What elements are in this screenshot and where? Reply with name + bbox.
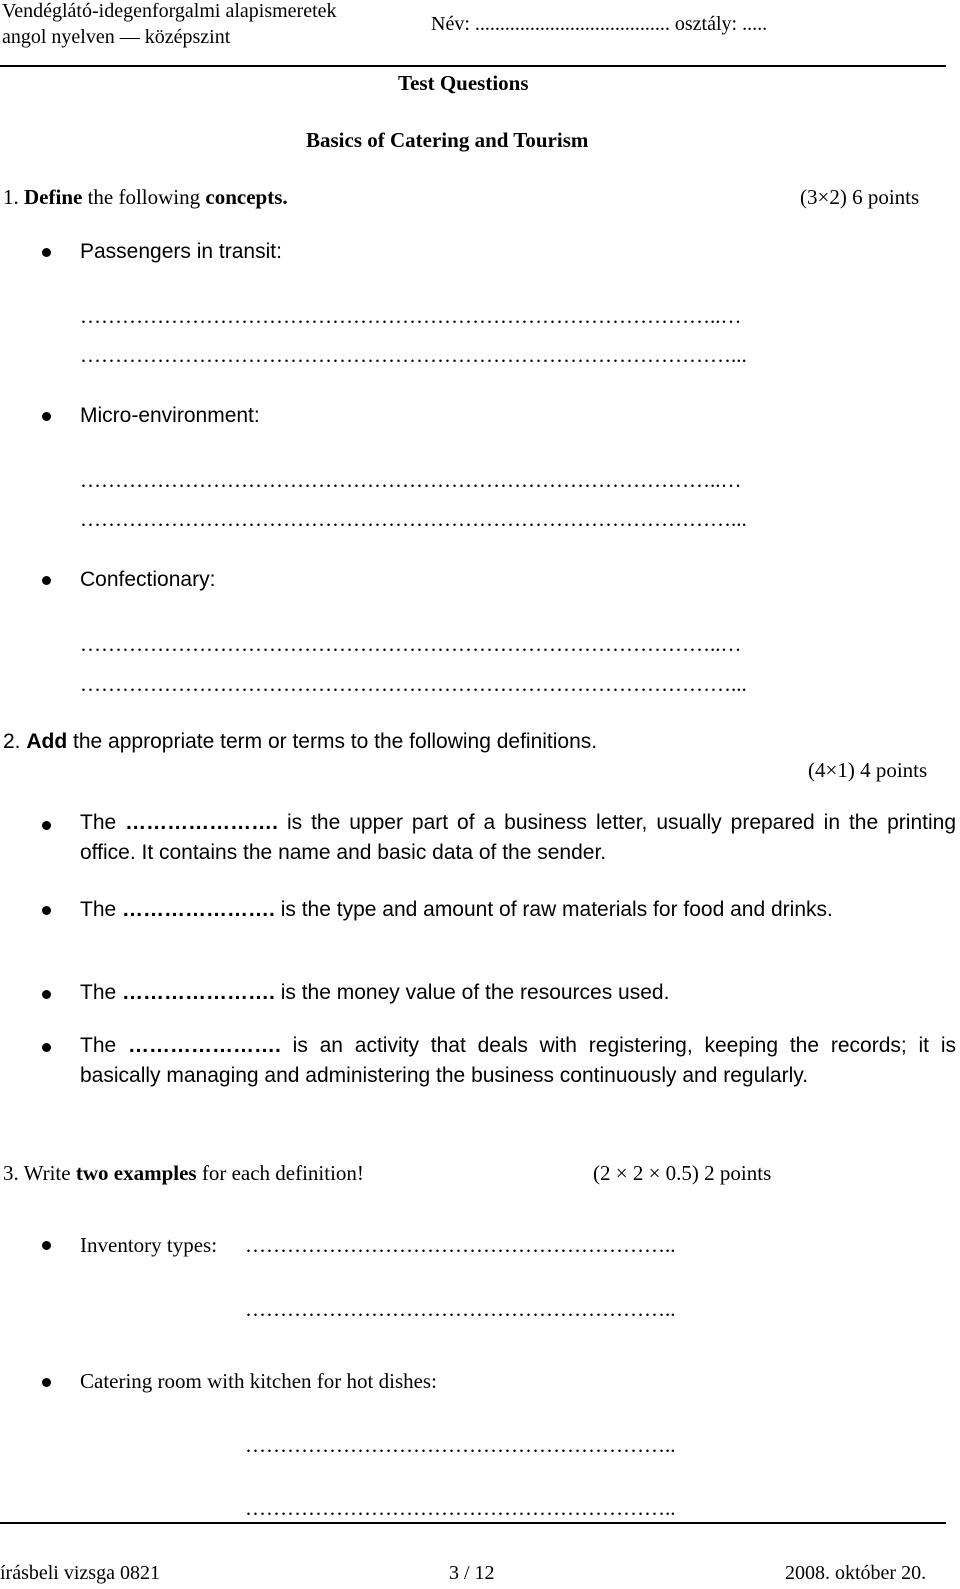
q1-answer-line[interactable]: ………………………………………………………………………………..…: [80, 304, 742, 328]
q1-heading: [3, 185, 288, 210]
bullet-icon: [42, 412, 51, 421]
footer-date: 2008. október 20.: [785, 1562, 927, 1584]
q1-item-label: Confectionary:: [80, 568, 216, 591]
q2-the: The: [80, 981, 117, 1004]
q2-points: (4×1) 4 points: [808, 758, 928, 782]
q2-definition-text: is the type and amount of raw materials for food and drinks.: [274, 898, 833, 921]
header-name-field: Név: ....................................... osztály: .....: [431, 13, 768, 35]
footer-page-number: 3 / 12: [449, 1562, 495, 1584]
q2-text: the appropriate term or terms to the following definitions.: [73, 730, 598, 753]
bullet-icon: [42, 248, 51, 257]
q2-definition-item: [80, 808, 956, 868]
q3-item-label: Inventory types:: [80, 1233, 218, 1257]
q2-the: The: [80, 811, 117, 834]
q3-answer-line[interactable]: ……………………………………………………..: [245, 1433, 676, 1457]
q3-points: (2 × 2 × 0.5) 2 points: [593, 1161, 772, 1185]
q1-bold2: concepts.: [205, 185, 288, 209]
q3-item-label: Catering room with kitchen for hot dishes:: [80, 1369, 437, 1393]
q2-number: 2.: [3, 730, 21, 753]
header-subject-line1: Vendéglátó-idegenforgalmi alapismeretek: [2, 0, 337, 22]
bullet-icon: [42, 906, 51, 915]
bullet-icon: [42, 1378, 51, 1387]
q1-item-label: Micro-environment:: [80, 404, 260, 427]
bullet-icon: [42, 1241, 51, 1250]
q3-answer-line[interactable]: ……………………………………………………..: [245, 1233, 676, 1257]
page-subtitle: Basics of Catering and Tourism: [306, 128, 589, 152]
bullet-icon: [42, 990, 51, 999]
q2-heading: [3, 730, 597, 754]
q1-answer-line[interactable]: …………………………………………………………………………………...: [80, 507, 747, 531]
q2-definition-text: is the upper part of a business letter, usually prepared in the printing office. It contains the name and basic data of the sender.: [80, 811, 956, 864]
q1-answer-line[interactable]: ………………………………………………………………………………..…: [80, 632, 742, 656]
bullet-icon: [42, 576, 51, 585]
q3-bold: two examples: [75, 1161, 197, 1185]
q2-definition-text: is the money value of the resources used.: [274, 981, 670, 1004]
q2-blank[interactable]: ………………….: [125, 811, 278, 834]
q1-item-label: Passengers in transit:: [80, 240, 282, 263]
bullet-icon: [42, 821, 51, 830]
q3-answer-line[interactable]: ……………………………………………………..: [245, 1496, 676, 1520]
q1-points: (3×2) 6 points: [800, 185, 920, 209]
q3-text1: Write: [23, 1161, 71, 1185]
q1-text1: the following: [87, 185, 201, 209]
page-title: Test Questions: [398, 71, 529, 95]
q2-definition-item: [80, 1031, 956, 1091]
header-rule: [0, 65, 946, 67]
q2-definition-item: [80, 895, 956, 925]
q2-the: The: [80, 1034, 117, 1057]
q2-blank[interactable]: ………………….: [122, 898, 275, 921]
q3-number: 3.: [3, 1161, 19, 1185]
q1-answer-line[interactable]: …………………………………………………………………………………...: [80, 343, 747, 367]
q3-text2: for each definition!: [201, 1161, 364, 1185]
q1-answer-line[interactable]: ………………………………………………………………………………..…: [80, 468, 742, 492]
q2-definition-text: is an activity that deals with registering, keeping the records; it is basically managing and administering the business continuously and regularly.: [80, 1034, 956, 1087]
bullet-icon: [42, 1043, 51, 1052]
q2-blank[interactable]: ………………….: [122, 981, 275, 1004]
q1-answer-line[interactable]: …………………………………………………………………………………...: [80, 672, 747, 696]
q2-definition-item: [80, 978, 956, 1008]
q3-heading: [3, 1161, 364, 1186]
footer-exam-code: írásbeli vizsga 0821: [0, 1562, 160, 1584]
q2-the: The: [80, 898, 117, 921]
q1-bold1: Define: [24, 185, 83, 209]
q2-blank[interactable]: ………………….: [128, 1034, 281, 1057]
q1-number: 1.: [3, 185, 19, 209]
header-subject-line2: angol nyelven — középszint: [2, 26, 231, 48]
q2-bold: Add: [26, 730, 68, 753]
q3-answer-line[interactable]: ……………………………………………………..: [245, 1297, 676, 1321]
footer-rule: [0, 1522, 946, 1524]
